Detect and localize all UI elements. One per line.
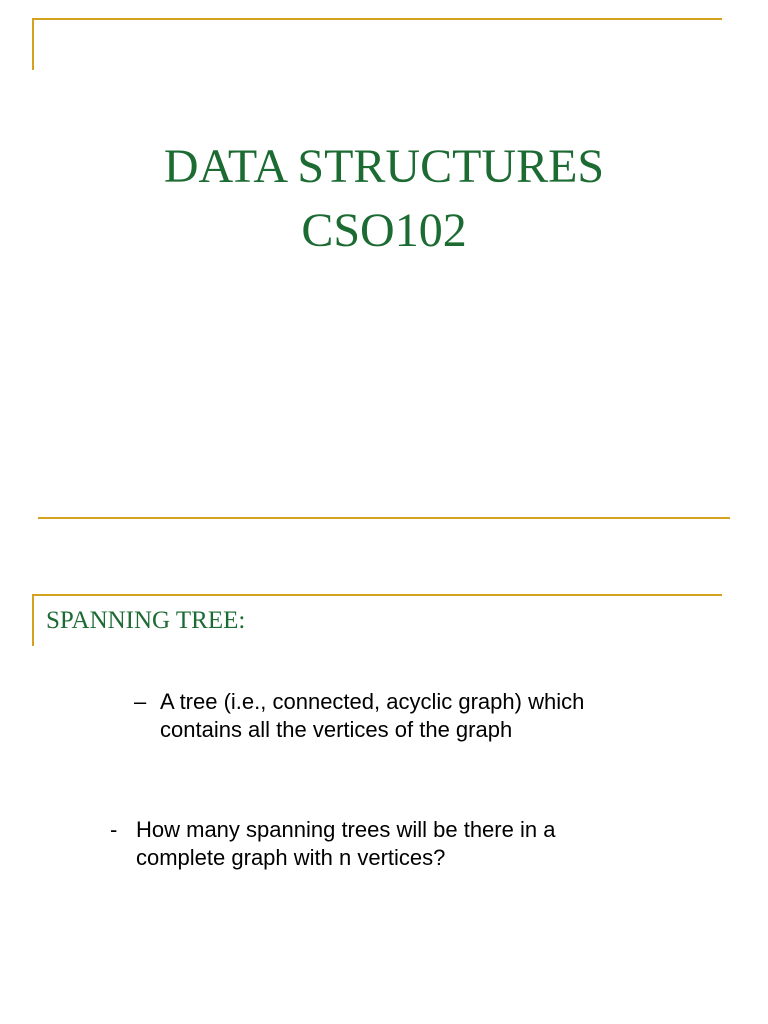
bullet-line-1: A tree (i.e., connected, acyclic graph) which <box>160 689 585 714</box>
left-corner-rule <box>32 18 34 70</box>
slide-title-line-2: CSO102 <box>301 204 467 257</box>
bottom-rule <box>38 517 730 519</box>
bullet-question <box>110 816 690 872</box>
content-left-corner-rule <box>32 594 34 646</box>
content-top-rule <box>32 594 722 596</box>
top-rule <box>32 18 722 20</box>
bullet-marker: - <box>110 817 118 842</box>
bullet-line-2: complete graph with n vertices? <box>136 845 446 870</box>
bullet-marker: – <box>134 689 147 714</box>
bullet-line-2: contains all the vertices of the graph <box>160 717 513 742</box>
slide-title-line-1: DATA STRUCTURES <box>163 140 605 193</box>
section-heading: SPANNING TREE: <box>46 607 246 634</box>
bullet-line-1: How many spanning trees will be there in a <box>136 817 556 842</box>
bullet-definition <box>134 688 694 744</box>
